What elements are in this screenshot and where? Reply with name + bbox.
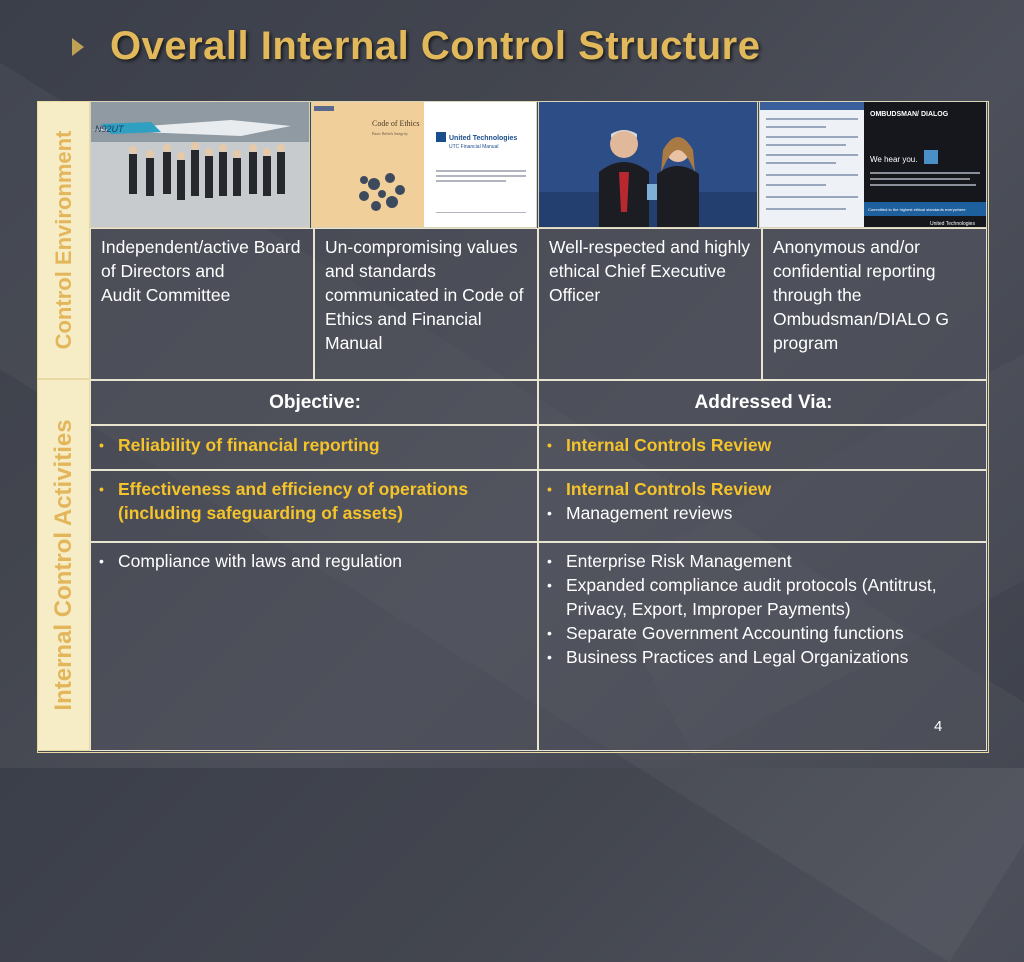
svg-text:OMBUDSMAN/ DIALOG: OMBUDSMAN/ DIALOG: [870, 111, 949, 118]
addressed-item: • Separate Government Accounting functions: [540, 621, 940, 645]
svg-text:United Technologies: United Technologies: [930, 221, 975, 227]
internal-control-activities-side: [37, 379, 90, 751]
svg-text:Committed to the highest ethic: Committed to the highest ethical standards everywhere: [868, 207, 966, 212]
environment-cell: [762, 228, 987, 380]
objective-item: • Reliability of financial reporting: [92, 433, 532, 457]
ceo-photo: [538, 101, 758, 228]
page-number: 4: [934, 718, 943, 735]
environment-text: Well-respected and highly ethical Chief Executive Officer: [549, 237, 751, 305]
objective-cell: [90, 542, 538, 751]
svg-text:We hear you.: We hear you.: [870, 155, 918, 164]
svg-text:Basic Beliefs Integrity: Basic Beliefs Integrity: [372, 131, 408, 136]
addressed-item: • Management reviews: [540, 501, 980, 525]
addressed-cell: [538, 542, 987, 751]
environment-text: Un-compromising values and standards communicated in Code of Ethics and Financial Manual: [325, 237, 524, 353]
code-of-ethics-photo: [311, 101, 537, 228]
objective-header: Objective:: [269, 392, 361, 413]
environment-cell: [314, 228, 538, 380]
environment-cell: [90, 228, 314, 380]
addressed-item: • Business Practices and Legal Organizations: [540, 645, 940, 669]
objective-header-cell: [90, 380, 538, 425]
objective-item: • Compliance with laws and regulation: [92, 549, 532, 573]
addressed-header: Addressed Via:: [694, 392, 833, 413]
internal-control-activities-label: Internal Control Activities: [49, 419, 77, 711]
page-title: Overall Internal Control Structure: [110, 24, 761, 68]
addressed-item: • Internal Controls Review: [540, 477, 980, 501]
objective-cell: [90, 470, 538, 542]
addressed-item: • Expanded compliance audit protocols (Antitrust, Privacy, Export, Improper Payments): [540, 573, 940, 621]
addressed-header-cell: [538, 380, 987, 425]
board-photo: [90, 101, 310, 228]
objective-item: • Effectiveness and efficiency of operations (including safeguarding of assets): [92, 477, 532, 525]
objective-cell: [90, 425, 538, 470]
ombudsman-photo: [759, 101, 987, 228]
environment-cell: [538, 228, 762, 380]
control-environment-side: [37, 101, 90, 379]
control-environment-label: Control Environment: [50, 130, 76, 350]
addressed-cell: [538, 425, 987, 470]
environment-text: Anonymous and/or confidential reporting through the Ombudsman/DIALO G program: [773, 237, 950, 353]
addressed-item: • Internal Controls Review: [540, 433, 980, 457]
svg-text:Code of Ethics: Code of Ethics: [372, 119, 420, 128]
title-arrow-icon: [72, 38, 84, 56]
addressed-item: • Enterprise Risk Management: [540, 549, 940, 573]
svg-text:N92UT: N92UT: [95, 124, 124, 134]
svg-text:UTC Financial Manual: UTC Financial Manual: [449, 144, 499, 150]
addressed-cell: [538, 470, 987, 542]
environment-text: Independent/active Board of Directors and Audit Committee: [101, 237, 301, 305]
svg-text:United Technologies: United Technologies: [449, 135, 518, 142]
